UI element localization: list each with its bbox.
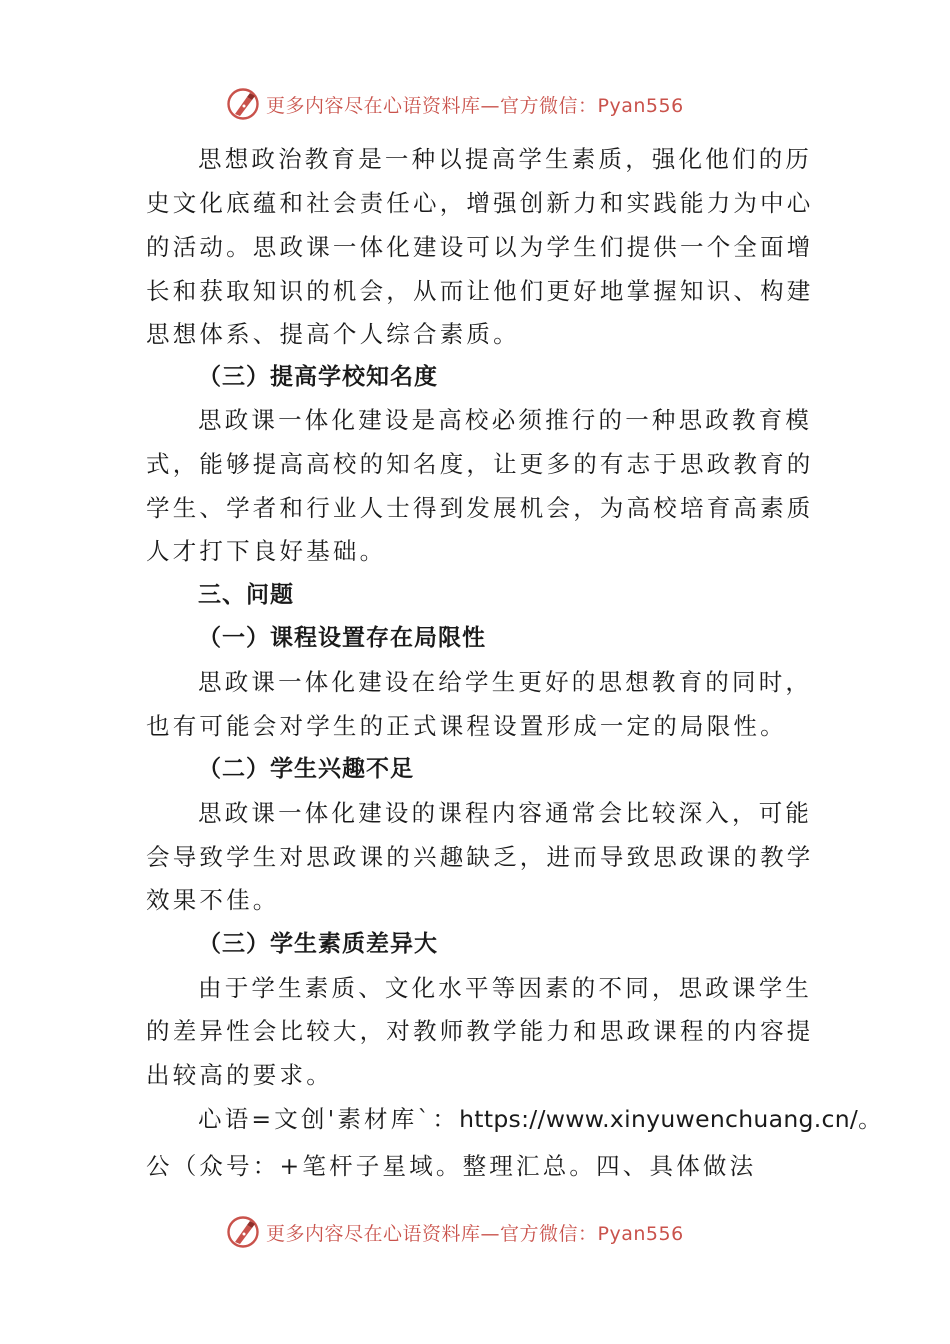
paragraph-line: 也有可能会对学生的正式课程设置形成一定的局限性。 <box>146 712 787 740</box>
paragraph-line: 思政课一体化建设在给学生更好的思想教育的同时， <box>198 668 813 696</box>
source-line <box>198 1105 882 1133</box>
section-heading: （三）提高学校知名度 <box>198 364 438 390</box>
paragraph-line: 学生、学者和行业人士得到发展机会，为高校培育高素质 <box>146 494 814 522</box>
section-heading: 三、问题 <box>198 582 294 608</box>
paragraph-line: 思想体系、提高个人综合素质。 <box>146 320 520 348</box>
paragraph-line: 思政课一体化建设的课程内容通常会比较深入，可能 <box>198 799 813 827</box>
pen-nib-circle-icon <box>226 87 260 121</box>
paragraph-line: 会导致学生对思政课的兴趣缺乏，进而导致思政课的教学 <box>146 843 814 871</box>
paragraph-line: 式，能够提高高校的知名度，让更多的有志于思政教育的 <box>146 450 814 478</box>
source-url-link[interactable]: https://www.xinyuwenchuang.cn/ <box>459 1105 859 1133</box>
header-banner-text: 更多内容尽在心语资料库—官方微信：Pyan556 <box>266 94 684 117</box>
section-heading: （三）学生素质差异大 <box>198 931 438 957</box>
paragraph-line: 公（众号：+笔杆子星域。整理汇总。四、具体做法 <box>146 1152 757 1180</box>
section-heading: （二）学生兴趣不足 <box>198 756 414 782</box>
paragraph-line: 史文化底蕴和社会责任心，增强创新力和实践能力为中心 <box>146 189 814 217</box>
paragraph-line: 的差异性会比较大，对教师教学能力和思政课程的内容提 <box>146 1017 814 1045</box>
paragraph-line: 思政课一体化建设是高校必须推行的一种思政教育模 <box>198 406 813 434</box>
paragraph-line: 出较高的要求。 <box>146 1061 333 1089</box>
paragraph-line: 长和获取知识的机会，从而让他们更好地掌握知识、构建 <box>146 277 814 305</box>
paragraph-line: 的活动。思政课一体化建设可以为学生们提供一个全面增 <box>146 233 814 261</box>
footer-banner <box>226 1212 684 1252</box>
paragraph-line: 思想政治教育是一种以提高学生素质，强化他们的历 <box>198 145 813 173</box>
paragraph-line: 由于学生素质、文化水平等因素的不同，思政课学生 <box>198 974 813 1002</box>
section-heading: （一）课程设置存在局限性 <box>198 625 486 651</box>
paragraph-line: 人才打下良好基础。 <box>146 537 387 565</box>
paragraph-line: 效果不佳。 <box>146 886 280 914</box>
source-prefix: 心语=文创'素材库`： <box>198 1105 460 1133</box>
source-suffix: 。 <box>858 1105 882 1133</box>
header-banner <box>226 84 684 124</box>
footer-banner-text: 更多内容尽在心语资料库—官方微信：Pyan556 <box>266 1222 684 1245</box>
pen-nib-circle-icon <box>226 1215 260 1249</box>
